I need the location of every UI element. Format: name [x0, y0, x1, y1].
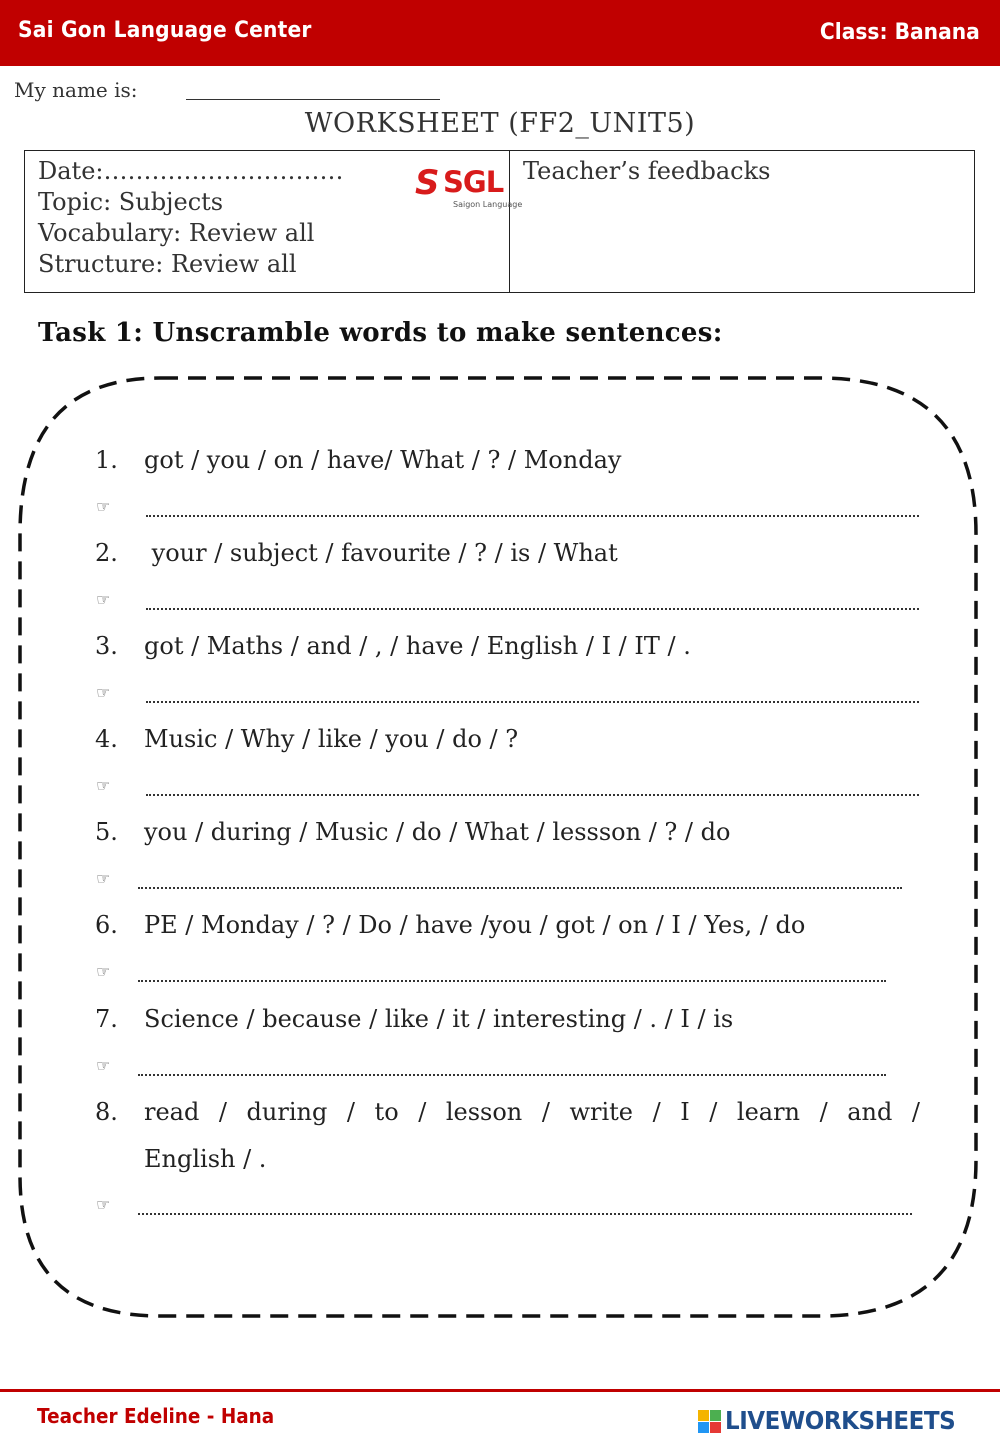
- item-number: 2.: [95, 539, 118, 567]
- answer-line-8[interactable]: [138, 1213, 912, 1215]
- info-table: [24, 150, 975, 293]
- task1-item-5: [95, 818, 730, 846]
- feedback-label: Teacher’s feedbacks: [523, 157, 771, 185]
- item-number: 6.: [95, 911, 118, 939]
- pointing-hand-icon: ☞: [96, 590, 111, 609]
- answer-line-3[interactable]: [146, 701, 919, 703]
- answer-line-1[interactable]: [146, 515, 919, 517]
- item-words: Music / Why / like / you / do / ?: [144, 725, 519, 753]
- pointing-hand-icon: ☞: [96, 962, 111, 981]
- item-words: PE / Monday / ? / Do / have /you / got / on / I / Yes, / do: [144, 911, 806, 939]
- pointing-hand-icon: ☞: [96, 497, 111, 516]
- sgl-logo-subtitle: Saigon Language: [453, 200, 523, 209]
- teacher-name: Teacher Edeline - Hana: [37, 1404, 275, 1428]
- pointing-hand-icon: ☞: [96, 1056, 111, 1075]
- pointing-hand-icon: ☞: [96, 683, 111, 702]
- pointing-hand-icon: ☞: [96, 869, 111, 888]
- center-name: Sai Gon Language Center: [18, 18, 312, 43]
- task1-item-1: [95, 446, 621, 474]
- item-number: 3.: [95, 632, 118, 660]
- name-input-line[interactable]: [186, 99, 440, 100]
- task1-heading: Task 1: Unscramble words to make sentences:: [38, 318, 723, 348]
- sgl-logo: [413, 161, 523, 211]
- footer-divider: [0, 1389, 1000, 1392]
- task1-item-6: [95, 911, 805, 939]
- item-words: read / during / to / lesson / write / I / learn / and /: [144, 1098, 920, 1126]
- dashed-frame: [0, 360, 1000, 1340]
- task1-item-3: [95, 632, 691, 660]
- task1-item-2: [95, 539, 618, 567]
- answer-line-7[interactable]: [138, 1074, 886, 1076]
- info-left-cell: [25, 151, 523, 292]
- answer-line-2[interactable]: [146, 608, 919, 610]
- item-words: Science / because / like / it / interesting / . / I / is: [144, 1005, 734, 1033]
- worksheet-title: WORKSHEET (FF2_UNIT5): [304, 108, 696, 139]
- sgl-logo-mark: S: [415, 163, 440, 203]
- pointing-hand-icon: ☞: [96, 776, 111, 795]
- header-bar: [0, 0, 1000, 66]
- item-words: your / subject / favourite / ? / is / What: [144, 539, 618, 567]
- item-8-continuation: English / .: [144, 1145, 267, 1173]
- answer-line-6[interactable]: [138, 980, 886, 982]
- item-words: you / during / Music / do / What / lessson / ? / do: [144, 818, 731, 846]
- class-label: Class: Banana: [820, 20, 980, 45]
- item-number: 7.: [95, 1005, 118, 1033]
- liveworksheets-brand: LIVEWORKSHEETS: [725, 1406, 956, 1435]
- answer-line-4[interactable]: [146, 794, 919, 796]
- item-number: 1.: [95, 446, 118, 474]
- task1-item-4: [95, 725, 518, 753]
- structure-line: Structure: Review all: [38, 250, 297, 278]
- item-words: got / you / on / have/ What / ? / Monday: [144, 446, 622, 474]
- liveworksheets-logo: [698, 1406, 993, 1436]
- item-number: 5.: [95, 818, 118, 846]
- item-number: 8.: [95, 1098, 118, 1126]
- answer-line-5[interactable]: [138, 887, 902, 889]
- sgl-logo-text: SGL: [443, 165, 504, 199]
- topic-line: Topic: Subjects: [38, 188, 224, 216]
- vocabulary-line: Vocabulary: Review all: [38, 219, 315, 247]
- pointing-hand-icon: ☞: [96, 1195, 111, 1214]
- liveworksheets-icon: [698, 1410, 722, 1434]
- item-words: got / Maths / and / , / have / English / I / IT / .: [144, 632, 691, 660]
- item-number: 4.: [95, 725, 118, 753]
- name-label: My name is:: [14, 78, 138, 102]
- task1-item-7: [95, 1005, 733, 1033]
- task1-item-8: [95, 1098, 920, 1126]
- date-line: Date:…………………………: [38, 157, 344, 185]
